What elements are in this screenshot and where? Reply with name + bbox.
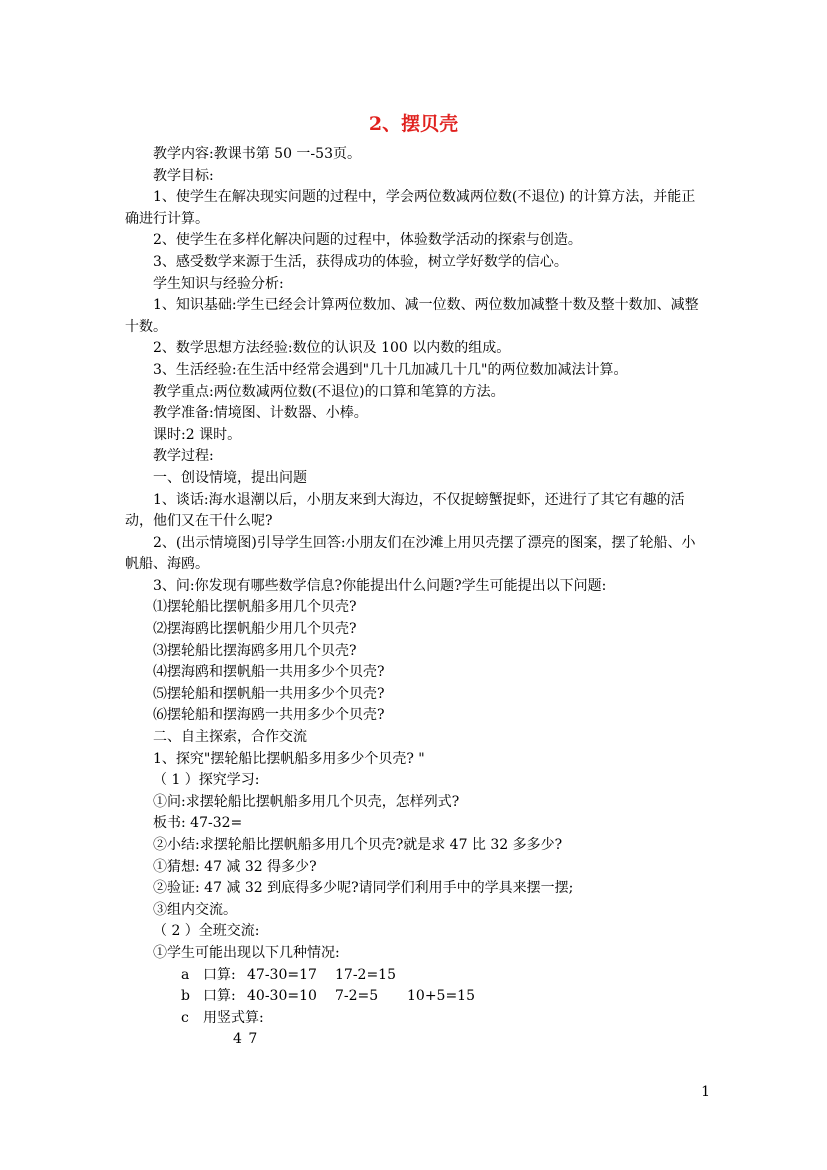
calc-b-label: b <box>181 988 190 1005</box>
page-title: 2、摆贝壳 <box>368 113 459 135</box>
list-item: ⑷摆海鸥和摆帆船一共用多少个贝壳? <box>153 664 385 681</box>
text-line: 3、问:你发现有哪些数学信息?你能提出什么问题?学生可能提出以下问题: <box>153 577 607 594</box>
text-line: 课时:2 课时。 <box>153 426 242 443</box>
calc-line-b <box>125 986 707 1008</box>
text-line: ②验证: 47 减 32 到底得多少呢?请同学们利用手中的学具来摆一摆; <box>153 880 574 897</box>
calc-b-title: 口算: <box>203 988 236 1005</box>
document-body <box>125 144 707 1051</box>
text-line: 1、探究"摆轮船比摆帆船多用多少个贝壳? " <box>153 750 425 767</box>
text-line: 教学过程: <box>153 448 214 465</box>
calc-c-title: 用竖式算: <box>203 1009 264 1026</box>
list-item: ⑵摆海鸥比摆帆船少用几个贝壳? <box>153 621 357 638</box>
calc-a-label: a <box>181 966 190 983</box>
list-item: ⑶摆轮船比摆海鸥多用几个贝壳? <box>153 642 357 659</box>
list-item: ⑸摆轮船和摆帆船一共用多少个贝壳? <box>153 685 385 702</box>
calc-a-title: 口算: <box>203 966 236 983</box>
list-item: ⑹摆轮船和摆海鸥一共用多少个贝壳? <box>153 707 385 724</box>
text-paragraph: 1、使学生在解决现实问题的过程中，学会两位数减两位数(不退位) 的计算方法，并能正确进行计算。 <box>125 189 696 227</box>
text-paragraph: 1、谈话:海水退潮以后，小朋友来到大海边，不仅捉螃蟹捉虾，还进行了其它有趣的活动，他们又在干什么呢? <box>125 491 685 530</box>
calc-line-a <box>125 965 707 987</box>
text-line: ①猜想: 47 减 32 得多少? <box>153 858 317 875</box>
text-line: 教学准备:情境图、计数器、小棒。 <box>153 405 368 422</box>
calc-b-step3: 10+5=15 <box>407 988 475 1005</box>
calc-a-step1: 47-30=17 <box>247 966 317 983</box>
text-line: ②小结:求摆轮船比摆帆船多用几个贝壳?就是求 47 比 32 多多少? <box>153 837 563 853</box>
page-number: 1 <box>701 1084 710 1100</box>
text-line: 教学目标: <box>153 167 214 184</box>
text-paragraph: 2、(出示情境图)引导学生回答:小朋友们在沙滩上用贝壳摆了漂亮的图案，摆了轮船、小帆船、海鸥。 <box>125 534 696 573</box>
text-line: 2、使学生在多样化解决问题的过程中，体验数学活动的探索与创造。 <box>153 232 582 249</box>
text-line: 学生知识与经验分析: <box>153 275 284 292</box>
vertical-calc-top: 4 7 <box>233 1031 259 1048</box>
text-line: ①问:求摆轮船比摆帆船多用几个贝壳，怎样列式? <box>153 793 460 810</box>
text-line: （ 1 ）探究学习: <box>153 772 260 789</box>
text-line: 3、感受数学来源于生活，获得成功的体验，树立学好数学的信心。 <box>153 253 568 270</box>
text-line: （ 2 ）全班交流: <box>153 923 260 940</box>
text-line: 教学重点:两位数减两位数(不退位)的口算和笔算的方法。 <box>153 383 505 400</box>
text-line: 3、生活经验:在生活中经常会遇到"几十几加减几十几"的两位数加减法计算。 <box>153 361 628 378</box>
list-item: ⑴摆轮船比摆帆船多用几个贝壳? <box>153 599 357 616</box>
text-paragraph: 1、知识基础:学生已经会计算两位数加、减一位数、两位数加减整十数及整十数加、减整十数。 <box>125 297 699 335</box>
calc-c-label: c <box>181 1009 189 1026</box>
text-line: ①学生可能出现以下几种情况: <box>153 944 340 961</box>
text-line: 板书: 47-32= <box>153 815 243 832</box>
calc-b-step1: 40-30=10 <box>247 988 317 1005</box>
calc-line-c <box>125 1008 707 1030</box>
text-line: 一、创设情境，提出问题 <box>153 469 307 486</box>
calc-b-step2: 7-2=5 <box>335 988 379 1005</box>
text-line: ③组内交流。 <box>153 901 237 918</box>
text-line: 二、自主探索，合作交流 <box>153 729 307 746</box>
calc-a-step2: 17-2=15 <box>335 966 396 983</box>
text-line: 2、数学思想方法经验:数位的认识及 100 以内数的组成。 <box>153 340 511 357</box>
text-line: 教学内容:教课书第 50 一-53页。 <box>153 146 361 162</box>
